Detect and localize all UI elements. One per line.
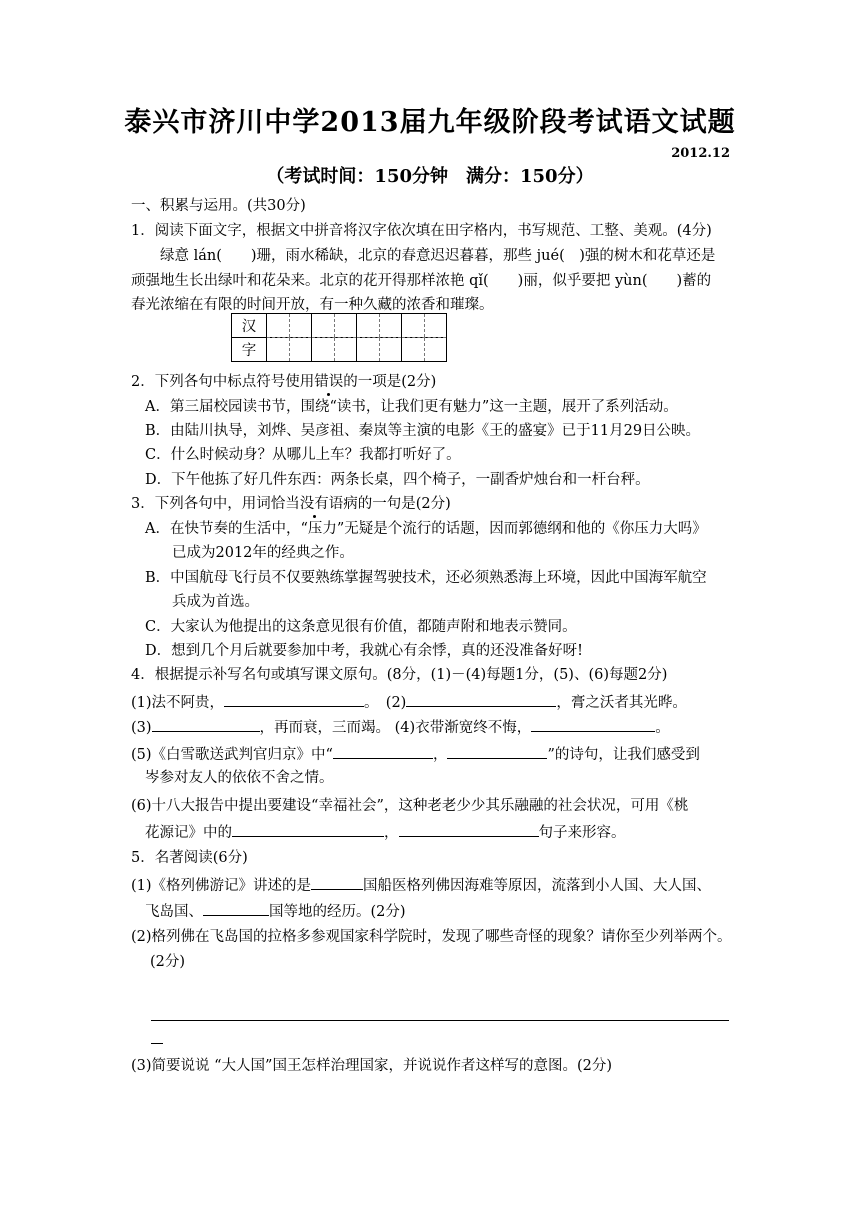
q2-stem-part-a: 2．下列各句中标点符号使用 (131, 374, 315, 390)
q4-item3-label: (3) (131, 720, 152, 736)
q4-item6-text-b: 句子来形容。 (538, 825, 626, 841)
q4-blank-3[interactable] (152, 716, 260, 732)
q3-stem-part-a: 3．下列各句中，用词恰当 (131, 496, 300, 512)
q5-line4: (2分) (150, 954, 186, 970)
q4-item5-comma: ， (432, 747, 448, 763)
q4-item2-label: 。 (2) (364, 695, 407, 711)
grid-cell-4[interactable] (402, 314, 447, 338)
character-grid (231, 313, 447, 362)
q4-item3-4-text: ，再而衰，三而竭。 (4)衣带渐宽终不悔， (259, 720, 532, 736)
q5-blank-2[interactable] (203, 900, 269, 916)
grid-cell-1[interactable] (267, 314, 312, 338)
q4-blank-6b[interactable] (399, 821, 539, 837)
q4-item6-comma: ， (384, 825, 399, 841)
q2-option-b: B．由陆川执导，刘烨、吴彦祖、秦岚等主演的电影《王的盛宴》已于11月29日公映。 (145, 423, 701, 439)
exam-subtitle: （考试时间：150分钟 满分：150分） (266, 166, 594, 187)
q4-item5-text-a: (5)《白雪歌送武判官归京》中“ (131, 747, 333, 763)
q2-option-c: C．什么时候动身？从哪儿上车？我都打听好了。 (145, 447, 461, 463)
q4-line5: (6)十八大报告中提出要建设“幸福社会”，这种老老少少其乐融融的社会状况，可用《桃 (131, 798, 689, 814)
q1-text-line2: 顽强地生长出绿叶和花朵来。北京的花开得那样浓艳 qǐ( )丽，似乎要把 yùn( )蓄的 (131, 273, 712, 289)
q4-line2 (131, 716, 670, 738)
grid-cell-2-lower[interactable] (312, 338, 357, 362)
q4-blank-6a[interactable] (232, 821, 384, 837)
q2-option-d: D．下午他拣了好几件东西：两条长桌，四个椅子，一副香炉烛台和一杆台秤。 (145, 472, 650, 488)
section1-heading: 一、积累与运用。(共30分) (131, 198, 306, 214)
q3-stem-part-b: 语病的一句是(2分) (328, 496, 451, 512)
q2-option-a: A．第三届校园读书节，围绕“读书，让我们更有魅力”这一主题，展开了系列活动。 (145, 399, 678, 415)
grid-cell-1-lower[interactable] (267, 338, 312, 362)
q4-stem: 4．根据提示补写名句或填写课文原句。(8分，(1)－(4)每题1分，(5)、(6)每题2分) (131, 667, 668, 683)
grid-cell-4-lower[interactable] (402, 338, 447, 362)
q3-option-a-line2: 已成为2012年的经典之作。 (172, 545, 354, 561)
q4-item4-end: 。 (655, 720, 670, 736)
q3-option-b-line2: 兵成为首选。 (172, 594, 259, 610)
q5-item1-text-c: 飞岛国、 (145, 904, 203, 920)
q5-line1 (131, 874, 711, 896)
q4-line1 (131, 691, 687, 713)
grid-label-top: 汉 (232, 314, 267, 338)
q4-line3 (131, 743, 700, 765)
exam-date: 2012.12 (671, 146, 730, 161)
q4-blank-2[interactable] (406, 691, 556, 707)
q3-option-a-line1: A．在快节奏的生活中，“压力”无疑是个流行的话题，因而郭德纲和他的《你压力大吗》 (145, 521, 707, 537)
q3-option-b-line1: B．中国航母飞行员不仅要熟练掌握驾驶技术，还必须熟悉海上环境，因此中国海军航空 (145, 570, 707, 586)
q4-blank-5a[interactable] (333, 743, 433, 759)
q5-line5: (3)简要说说 “大人国”国王怎样治理国家，并说说作者这样写的意图。(2分) (131, 1058, 613, 1074)
q5-item1-text-b: 国船医格列佛因海难等原因，流落到小人国、大人国、 (363, 878, 712, 894)
q4-blank-5b[interactable] (447, 743, 547, 759)
q4-item6-text-a: 花源记》中的 (145, 825, 232, 841)
q3-stem (131, 494, 451, 514)
q4-line6 (145, 821, 626, 843)
q4-item1-text: (1)法不阿贵， (131, 695, 225, 711)
q4-item2-text: ，膏之沃者其光晔。 (556, 695, 687, 711)
q5-stem: 5．名著阅读(6分) (131, 850, 248, 866)
grid-cell-2[interactable] (312, 314, 357, 338)
q2-stem (131, 372, 436, 392)
q3-stem-emphasis: 没有 (299, 496, 329, 512)
q4-blank-4[interactable] (531, 716, 655, 732)
answer-line-end (151, 1043, 163, 1044)
grid-cell-3-lower[interactable] (357, 338, 402, 362)
q3-option-d: D．想到几个月后就要参加中考，我就心有余悸，真的还没准备好呀! (145, 643, 583, 659)
exam-title: 泰兴市济川中学2013届九年级阶段考试语文试题 (124, 107, 736, 138)
q1-text-line1: 绿意 lán( )珊，雨水稀缺，北京的春意迟迟暮暮，那些 jué( )强的树木和花草还是 (160, 248, 716, 264)
q5-line3: (2)格列佛在飞岛国的拉格多参观国家科学院时，发现了哪些奇怪的现象？请你至少列举两个。 (131, 929, 732, 945)
grid-cell-3[interactable] (357, 314, 402, 338)
q5-item1-text-d: 国等地的经历。(2分) (269, 904, 406, 920)
q2-stem-emphasis: 错误 (314, 374, 344, 390)
q4-blank-1[interactable] (224, 691, 364, 707)
q1-text-line3: 春光浓缩在有限的时间开放，有一种久藏的浓香和璀璨。 (131, 297, 494, 313)
q3-option-c: C．大家认为他提出的这条意见很有价值，都随声附和地表示赞同。 (145, 619, 577, 635)
grid-label-bottom: 字 (232, 338, 267, 362)
answer-line[interactable] (151, 1020, 729, 1021)
q5-line2 (145, 900, 406, 922)
q4-line4: 岑参对友人的依依不舍之情。 (145, 770, 334, 786)
q1-stem: 1．阅读下面文字，根据文中拼音将汉字依次填在田字格内，书写规范、工整、美观。(4分) (131, 223, 712, 239)
q4-item5-text-b: ”的诗句，让我们感受到 (547, 747, 700, 763)
q5-blank-1[interactable] (311, 874, 363, 890)
q5-item1-text-a: (1)《格列佛游记》讲述的是 (131, 878, 312, 894)
q2-stem-part-b: 的一项是(2分) (343, 374, 437, 390)
